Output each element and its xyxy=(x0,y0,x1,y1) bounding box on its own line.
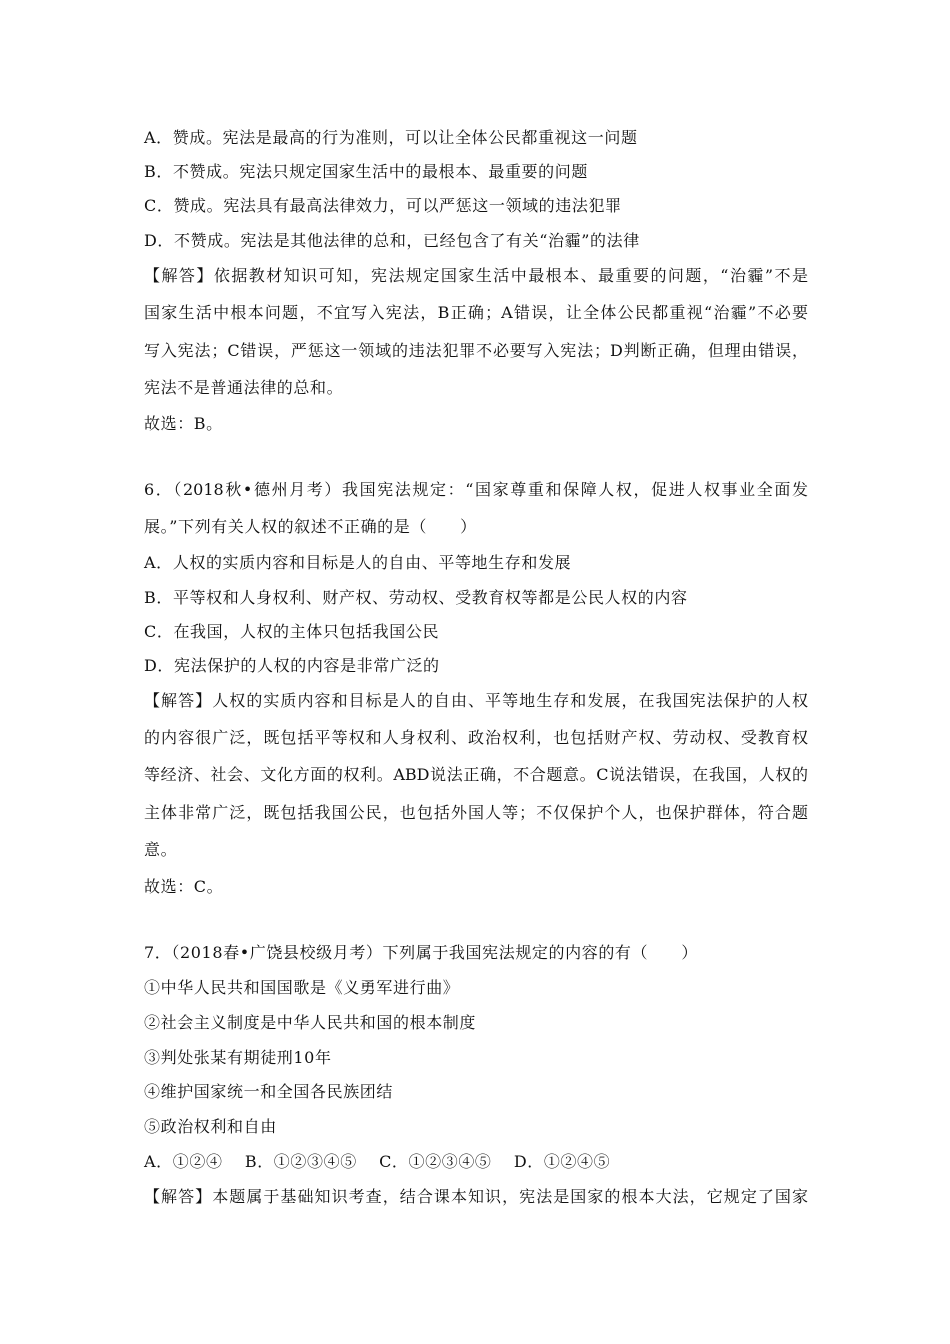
q7-item: ⑤政治权利和自由 xyxy=(144,1117,277,1136)
q6-option-a: A．人权的实质内容和目标是人的自由、平等地生存和发展 xyxy=(144,553,572,572)
q5-choice: 故选：B。 xyxy=(144,414,223,433)
q7-answer-line: 【解答】本题属于基础知识考查，结合课本知识，宪法是国家的根本大法，它规定了国家 xyxy=(144,1187,808,1206)
q6-option-b: B．平等权和人身权利、财产权、劳动权、受教育权等都是公民人权的内容 xyxy=(144,588,688,607)
q6-choice: 故选：C。 xyxy=(144,877,224,896)
q6-answer-line: 【解答】人权的实质内容和目标是人的自由、平等地生存和发展，在我国宪法保护的人权 xyxy=(144,691,808,710)
q6-option-d: D．宪法保护的人权的内容是非常广泛的 xyxy=(144,656,440,675)
q5-answer-line: 宪法不是普通法律的总和。 xyxy=(144,378,344,397)
q7-item: ③判处张某有期徒刑10年 xyxy=(144,1048,332,1067)
q5-option-b: B．不赞成。宪法只规定国家生活中的最根本、最重要的问题 xyxy=(144,162,588,181)
q5-answer-line: 国家生活中根本问题，不宜写入宪法，B正确；A错误，让全体公民都重视“治霾”不必要 xyxy=(144,303,808,322)
q5-option-a: A．赞成。宪法是最高的行为准则，可以让全体公民都重视这一问题 xyxy=(144,128,638,147)
q7-stem: 7．（2018春•广饶县校级月考）下列属于我国宪法规定的内容的有（ ） xyxy=(144,943,698,962)
q7-item: ④维护国家统一和全国各民族团结 xyxy=(144,1082,394,1101)
q5-answer-line: 【解答】依据教材知识可知，宪法规定国家生活中最根本、最重要的问题，“治霾”不是 xyxy=(144,266,808,285)
q5-answer-line: 写入宪法；C错误，严惩这一领域的违法犯罪不必要写入宪法；D判断正确，但理由错误， xyxy=(144,341,808,360)
q5-option-d: D．不赞成。宪法是其他法律的总和，已经包含了有关“治霾”的法律 xyxy=(144,231,640,250)
q7-options: A．①②④ B．①②③④⑤ C．①②③④⑤ D．①②④⑤ xyxy=(144,1152,611,1171)
q7-item: ②社会主义制度是中华人民共和国的根本制度 xyxy=(144,1013,477,1032)
q6-answer-line: 的内容很广泛，既包括平等权和人身权利、政治权利，也包括财产权、劳动权、受教育权 xyxy=(144,728,808,747)
q6-option-c: C．在我国，人权的主体只包括我国公民 xyxy=(144,622,440,641)
q6-answer-line: 主体非常广泛，既包括我国公民，也包括外国人等；不仅保护个人，也保护群体，符合题 xyxy=(144,803,808,822)
q7-item: ①中华人民共和国国歌是《义勇军进行曲》 xyxy=(144,978,460,997)
q5-option-c: C．赞成。宪法具有最高法律效力，可以严惩这一领域的违法犯罪 xyxy=(144,196,622,215)
q6-answer-line: 等经济、社会、文化方面的权利。ABD说法正确，不合题意。C说法错误，在我国，人权的 xyxy=(144,765,808,784)
q6-stem-line: 6．（2018秋•德州月考）我国宪法规定：“国家尊重和保障人权，促进人权事业全面发 xyxy=(144,480,808,499)
q6-stem-line: 展。”下列有关人权的叙述不正确的是（ ） xyxy=(144,517,477,536)
q6-answer-line: 意。 xyxy=(144,840,178,859)
